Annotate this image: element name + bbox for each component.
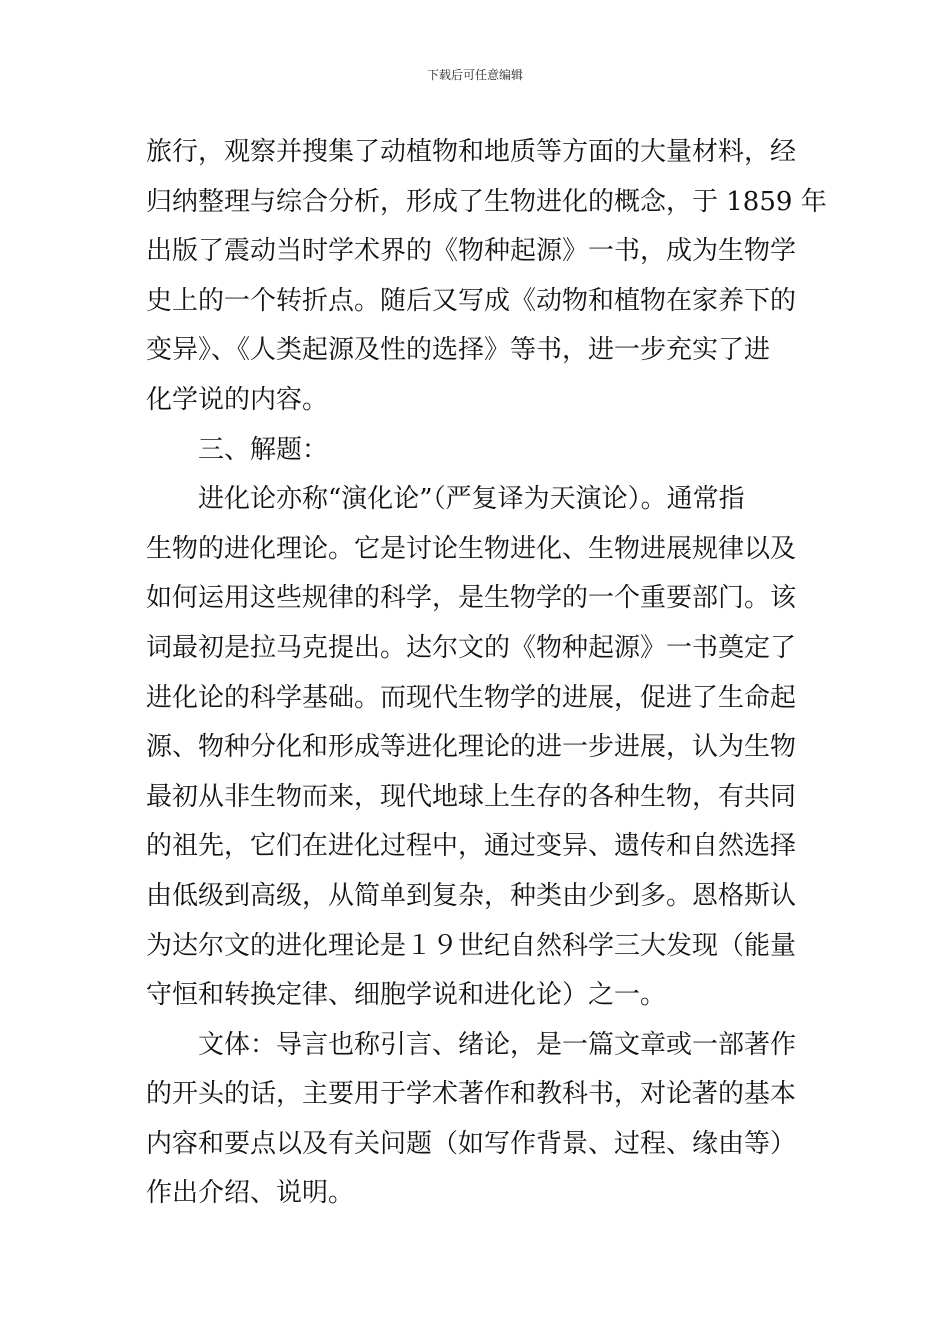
- text-line: 史上的一个转折点。随后又写成《动物和植物在家养下的: [146, 285, 797, 316]
- text-line: 最初从非生物而来，现代地球上生存的各种生物，有共同: [146, 781, 797, 812]
- text-line: 变异》、《人类起源及性的选择》等书，进一步充实了进: [146, 335, 771, 366]
- text-line: 进化论亦称“演化论”（严复译为天演论）。通常指: [198, 484, 745, 515]
- section-heading: 三、解题：: [198, 434, 329, 465]
- text-line: 旅行，观察并搜集了动植物和地质等方面的大量材料，经: [146, 137, 797, 167]
- page-header-note: 下载后可任意编辑: [426, 68, 523, 82]
- text-line: 生物的进化理论。它是讨论生物进化、生物进展规律以及: [146, 533, 797, 564]
- text-line: 内容和要点以及有关问题（如写作背景、过程、缘由等）: [146, 1128, 797, 1159]
- text-line: 归纳整理与综合分析，形成了生物进化的概念，于 1859 年: [146, 186, 827, 217]
- text-line: 词最初是拉马克提出。达尔文的《物种起源》一书奠定了: [146, 632, 797, 663]
- text-line: 文体：导言也称引言、绪论，是一篇文章或一部著作: [198, 1029, 797, 1060]
- text-line: 的开头的话，主要用于学术著作和教科书，对论著的基本: [146, 1079, 797, 1110]
- text-line: 如何运用这些规律的科学，是生物学的一个重要部门。该: [146, 583, 797, 614]
- text-line: 出版了震动当时学术界的《物种起源》一书，成为生物学: [146, 236, 797, 267]
- text-line: 的祖先，它们在进化过程中，通过变异、遗传和自然选择: [146, 831, 797, 862]
- text-line: 进化论的科学基础。而现代生物学的进展，促进了生命起: [146, 682, 797, 713]
- text-line: 守恒和转换定律、细胞学说和进化论）之一。: [146, 980, 667, 1011]
- text-line: 源、物种分化和形成等进化理论的进一步进展，认为生物: [146, 732, 797, 763]
- text-line: 化学说的内容。: [146, 384, 329, 415]
- text-line: 作出介绍、说明。: [146, 1178, 355, 1209]
- document-body: [146, 128, 827, 1219]
- text-line: 由低级到高级，从简单到复杂，种类由少到多。恩格斯认: [146, 880, 797, 911]
- text-line: 为达尔文的进化理论是１９世纪自然科学三大发现（能量: [146, 930, 797, 961]
